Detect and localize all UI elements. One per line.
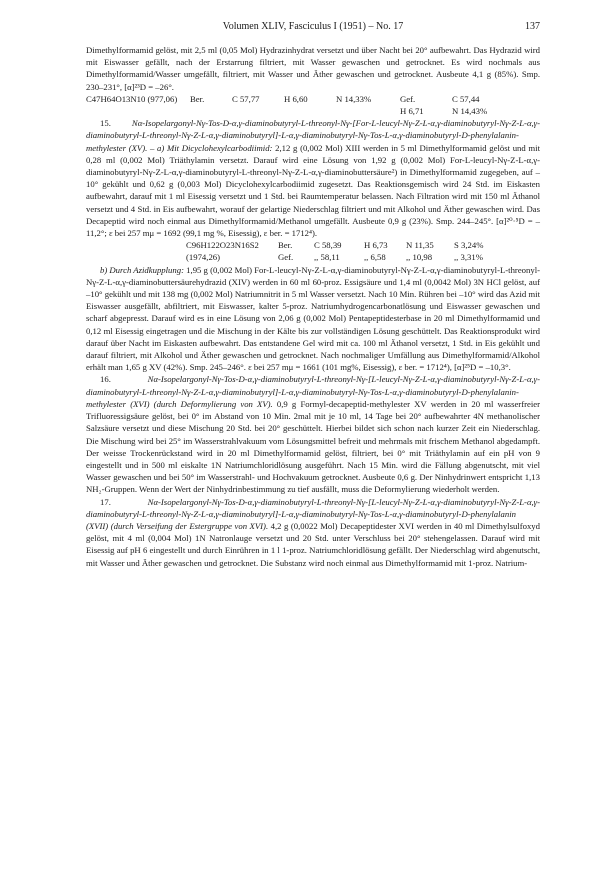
analysis-formula: C47H64O13N10 (977,06) — [86, 93, 178, 104]
found-label: Gef. — [278, 252, 294, 263]
method-label: b) Durch Azidkupplung: — [100, 264, 184, 275]
procedure-text: 1,95 g (0,002 Mol) For-L-leucyl-Nγ-Z-L-α,γ-diaminobutyryl-Nγ-Z-L-α,γ-diaminobutyryl-L-threonyl-Nγ-Z-L-α,γ-diaminobuttersäurehydrazid (XIV) werden in 60 ml 60-proz. Essigsäure und 1,4 ml (0,0042 Mol) 3N HCl gelöst, auf –10° gekühlt und mit 138 mg (0,002 Mol) Natriumnitrit in 5 ml Wasser versetzt. Nach 10 Min. Rühren bei –10° wird das Azid mit Eiswasser ausgefällt, abfiltriert, mit Eiswasser, kalter 5-proz. Natriumhydrogencarbonatlösung und Eiswasser gewaschen und scharf abgepresst. Darauf wird es in eine Lösung von 2,06 g (0,002 Mol) Pentapeptidesterbase in 20 ml Dimethylformamid und 0,12 ml Eisessig eingetragen und die Mischung in der Kälte bis zur vollständigen Lösung geschüttelt. Das Reaktionsprodukt wird darauf über Nacht im Eiskasten aufbewahrt. Das entstandene Gel wird mit ca. 100 ml Äthanol versetzt, 1 Std. in Eis gekühlt und darauf filtriert, mit Alkohol und Äther gewaschen und getrocknet. Nach nochmaliger Umfällung aus Dimethylformamid/Alkohol erhält man 1,65 g XV (42%). Smp. 245–246°. ε bei 257 mμ = 1661 (101 mg%, Eisessig), ε ber. = 1712⁴), [α]²⁵D = –10,3°. — [86, 264, 541, 373]
article-body — [86, 44, 540, 569]
found-value: H 6,71 — [400, 106, 424, 117]
method-label: – a) Mit Dicyclohexylcarbodiimid: — [150, 142, 273, 153]
elemental-analysis — [86, 93, 540, 105]
found-value: ,, 10,98 — [406, 252, 433, 263]
calc-label: Ber. — [190, 93, 205, 104]
section-15b — [86, 264, 540, 374]
compound-title: Nα-Isopelargonyl-Nγ-Tos-D-α,γ-diaminobutyryl-L-threonyl-Nγ-[L-leucyl-Nγ-Z-L-α,γ-diaminobutyryl-Nγ-Z-L-α,γ-diaminobutyryl-L-threonyl-Nγ-Z-L-α,γ-diaminobutyryl]-L-α,γ-diaminobutyryl-Nγ-Tos-L-α,γ-diaminobutyryl-D-phenylalanin-methylester (XVI) (durch Deformylierung von XV). — [86, 374, 540, 409]
calc-label: Ber. — [278, 240, 293, 251]
elemental-analysis — [186, 239, 540, 251]
found-value: C 57,44 — [452, 93, 480, 104]
elemental-analysis-found — [86, 105, 540, 117]
running-header — [86, 20, 540, 34]
continuation-paragraph: Dimethylformamid gelöst, mit 2,5 ml (0,05 Mol) Hydrazinhydrat versetzt und über Nacht bei 20° aufbewahrt. Das Hydrazid wird mit Eiswasser gefällt, nach der Erstarrung filtriert, mit Wasser gewaschen und getrocknet. Es wird nochmals aus Dimethylformamid/Wasser umgefällt, filtriert, mit Wasser und Äther gewaschen und getrocknet. Ausbeute 4,1 g (85%). Smp. 230–231°, [α]²³D = –26°. — [86, 45, 540, 92]
running-title: Volumen XLIV, Fasciculus I (1951) – No. 17 — [222, 21, 404, 32]
calc-value: N 14,33% — [336, 93, 372, 104]
found-value: ,, 6,58 — [364, 252, 386, 263]
calc-value: C 57,77 — [232, 93, 260, 104]
section-17 — [86, 496, 540, 569]
calc-value: H 6,73 — [364, 240, 388, 251]
calc-value: S 3,24% — [454, 240, 484, 251]
procedure-text: 4,2 g (0,0022 Mol) Decapeptidester XVI werden in 40 ml Dimethylsulfoxyd gelöst, mit 4 ml (0,004 Mol) 1N Natronlauge versetzt und 20 Std. unter Verschluss bei 20° stehengelassen. Darauf wird mit Eisessig auf pH 6 eingestellt und durch Einrühren in 1 l 1-proz. Natriumchloridlösung gefällt. Der Niederschlag wird abgenutscht, mit Wasser und Äther gewaschen und getrocknet. Die Substanz wird noch einmal aus Dimethylformamid mit 1-proz. Natrium- — [86, 520, 540, 568]
section-number: 15. — [100, 118, 111, 129]
calc-value: C 58,39 — [314, 240, 342, 251]
found-value: ,, 58,11 — [314, 252, 340, 263]
procedure-text: 0,9 g Formyl-decapeptid-methylester XV werden in 20 ml wasserfreier Trifluoressigsäure gelöst, bei 0° im Abstand von 10 Min. 2mal mit je 10 ml, 14 Tage bei 20° aufbewahrter 4N methanolischer Salzsäure versetzt und diese Mischung 20 Std. bei 20° geschüttelt. Hierbei bildet sich schon nach kurzer Zeit ein Niederschlag. Die Mischung wird bei 25° im Wasserstrahlvakuum vom Lösungsmittel befreit und mehrmals mit frischem Methanol abgedampft. Der weisse Trockenrückstand wird in 20 ml Dimethylformamid gelöst, filtriert, bei 0° mit Triäthylamin auf ein pH von 9 eingestellt und in 500 ml eiskalte 1N Natriumchloridlösung ausgeführt. Nach 15 Min. wird die Fällung abgenutscht, mit viel Wasser gewaschen und bei 50° im Wasserstrahl- und Hochvakuum getrocknet. Ausbeute 0,6 g. Der Ninhydrinwert entspricht 1,13 NH₂-Gruppen. Wenn der Wert der Ninhydrinbestimmung zu tief ausfällt, muss die Deformylierung wiederholt werden. — [86, 398, 540, 495]
elemental-analysis-found — [186, 251, 540, 263]
calc-value: H 6,60 — [284, 93, 308, 104]
found-value: N 14,43% — [452, 106, 488, 117]
section-number: 17. — [100, 496, 111, 507]
procedure-text: 2,12 g (0,002 Mol) XIII werden in 5 ml Dimethylformamid gelöst und mit 0,28 ml (0,002 Mol) Triäthylamin versetzt. Darauf wird eine Lösung von 1,92 g (0,002 Mol) For-L-leucyl-Nγ-Z-L-α,γ-diaminobutyryl-Nγ-Z-L-α,γ-diaminobutyryl-L-threonyl-Nγ-Z-L-α,γ-diaminobuttersäure²) in Dimethylformamid zugegeben, auf –10° gekühlt und 0,62 g (0,003 Mol) Dicyclohexylcarbodiimid zugesetzt. Das Reaktionsgemisch wird 24 Std. im Eiskasten aufbewahrt, darauf mit 1 ml Eisessig versetzt und 1 Std. bei Raumtemperatur belassen. Nach Filtration wird mit 150 ml Äthanol versetzt und 4 Std. in Eis aufbewahrt, worauf der gelartige Niederschlag filtriert und mit Alkohol und Äther gewaschen wird. Das Decapeptid wird noch einmal aus Dimethylformamid/Methanol umgefällt. Ausbeute 0,9 g (23%). Smp. 244–245°. [α]²⁰·⁵D = –11,2°; ε bei 257 mμ = 1692 (99,1 mg %, Eisessig), ε ber. = 1712⁴). — [86, 142, 541, 239]
section-number: 16. — [100, 374, 111, 385]
page-number: 137 — [525, 21, 540, 32]
found-value: ,, 3,31% — [454, 252, 483, 263]
compound-title: Nα-Isopelargonyl-Nγ-Tos-D-α,γ-diaminobutyryl-L-threonyl-Nγ-[For-L-leucyl-Nγ-Z-L-α,γ-diaminobutyryl-Nγ-Z-L-α,γ-diaminobutyryl-L-threonyl-Nγ-Z-L-α,γ-diaminobutyryl]-L-α,γ-diaminobutyryl-Nγ-Tos-L-α,γ-diaminobutyryl-D-phenylalanin-methylester (XV). — [86, 118, 540, 153]
found-label: Gef. — [400, 93, 416, 104]
analysis-mass: (1974,26) — [186, 252, 221, 263]
compound-title: Nα-Isopelargonyl-Nγ-Tos-D-α,γ-diaminobutyryl-L-threonyl-Nγ-[L-leucyl-Nγ-Z-L-α,γ-diaminobutyryl-Nγ-Z-L-α,γ-diaminobutyryl-L-threonyl-Nγ-Z-L-α,γ-diaminobutyryl]-L-α,γ-diaminobutyryl-Nγ-Tos-L-α,γ-diaminobutyryl-D-phenylalanin (XVII) (durch Verseifung der Estergruppe von XVI). — [86, 496, 540, 531]
section-16 — [86, 373, 540, 495]
calc-value: N 11,35 — [406, 240, 434, 251]
analysis-formula: C96H122O23N16S2 — [186, 240, 259, 251]
section-15 — [86, 117, 540, 239]
